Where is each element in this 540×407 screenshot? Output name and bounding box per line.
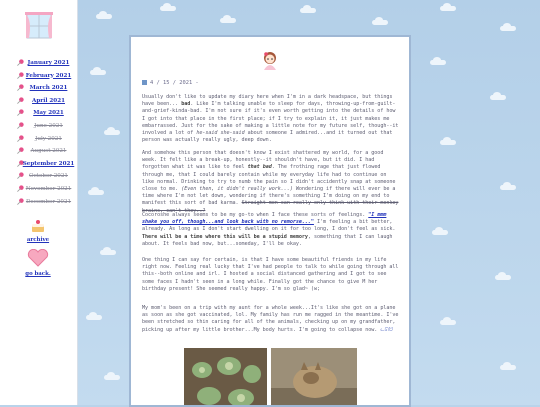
month-link[interactable]: August 2021	[30, 148, 67, 155]
month-link[interactable]: January 2021	[27, 60, 70, 66]
nav-item[interactable]	[0, 71, 77, 84]
heart-icon	[27, 249, 49, 267]
month-nav	[0, 58, 77, 209]
paragraph-4	[142, 257, 400, 293]
month-link[interactable]: November 2021	[25, 185, 72, 192]
cloud-icon	[440, 320, 456, 325]
p3-text-2: I'm feeling a bit better, already. As long as I don't start dwelling on it for too long, I don't feel as sick.	[142, 219, 396, 233]
paragraph-3	[142, 212, 400, 248]
girl-mascot-icon	[259, 50, 281, 72]
cloud-icon	[440, 140, 456, 145]
entry-date-text: 4 / 15 / 2021 -	[150, 80, 199, 86]
nav-item[interactable]	[0, 58, 77, 71]
p3-text: Cocoroshe always seems to be my go-to when I face these sorts of feelings.	[142, 212, 366, 218]
photo-cat	[271, 348, 357, 407]
month-link[interactable]: December 2021	[25, 198, 72, 205]
month-link[interactable]: September 2021	[22, 160, 75, 167]
p2-text-3: Wondering if there will ever be a time where I'm not let down, wondering if there's something I'm doing on my end to manifest this sort of bad karma.	[142, 186, 396, 207]
photo-succulents	[184, 348, 267, 407]
archive-link[interactable]: archive	[26, 237, 50, 243]
cloud-icon	[430, 60, 446, 65]
cloud-icon	[88, 190, 104, 195]
cloud-icon	[96, 14, 112, 19]
p5-text: My mom's been on a trip with my aunt for a whole week...It's like she got on a plane as soon as she got vaccinated, lol. My family has run me ragged in the meantime. I've been stretched so thin caring for all of the animals, checking up on my grandfather, picking up after my little brother...My body hurts. I'm going to collapse now.	[142, 305, 399, 333]
p2-text: And somehow this person that doesn't know I exist shattered my world, for a good week. It felt like a break-up, honestly--it shouldn't have, but it did. I had forgotten what it was like to feel	[142, 150, 384, 171]
p1-text: Usually don't like to update my diary here when I'm in a dark headspace, but things have been...	[142, 94, 393, 108]
p2-text-2: . The frothing rage that just flowed through me, that I could barely contain while my everyday life had to continue on like normal. Drinking to try to numb the pain so I didn't accidently snap at someone close to me.	[142, 164, 396, 193]
cloud-icon	[104, 130, 120, 135]
cloud-icon	[500, 365, 516, 370]
cloud-icon	[300, 8, 316, 13]
month-link[interactable]: October 2021	[29, 173, 68, 180]
nav-item[interactable]	[0, 134, 77, 147]
cake-icon	[30, 219, 46, 233]
p3-text-3: , something that I can laugh about. It feels bad now, but...someday, I'll be okay.	[142, 233, 393, 247]
nav-item[interactable]	[0, 83, 77, 96]
p1-text-2: . Like I'm talking unable to sleep for days, throwing-up-from-guilt-and-grief-kinda-bad. I'm not sure if it's even worth getting into the details of how I got into that place in the first place; if I try to explain it, it just makes me embarrassed. Just for the sake of making a little note for my future self, though--it involved a lot of	[142, 101, 399, 137]
p2-strikethrough: Straight men can really only think with their monkey brains, can't they..?	[142, 200, 399, 214]
cloud-icon	[86, 315, 102, 320]
p2-italic: (Even then, it didn't really work...)	[181, 186, 293, 193]
nav-item[interactable]	[0, 108, 77, 121]
nav-item[interactable]	[0, 171, 77, 184]
nav-item[interactable]	[0, 146, 77, 159]
entry-date	[142, 80, 199, 86]
back-button[interactable]	[18, 249, 58, 277]
cloud-icon	[104, 375, 120, 380]
cloud-icon	[160, 6, 176, 11]
cloud-icon	[100, 250, 116, 255]
cloud-icon	[490, 95, 506, 100]
paragraph-5	[142, 305, 400, 334]
nav-item[interactable]	[0, 184, 77, 197]
month-link[interactable]: March 2021	[29, 85, 68, 92]
paragraph-2	[142, 150, 400, 215]
square-bullet-icon	[142, 80, 147, 85]
cloud-icon	[372, 20, 388, 25]
p1-italic: he-said she-said	[196, 130, 245, 137]
song-lyric-link[interactable]: "I mmm shake you off, though...and look back with no remorse..."	[142, 212, 387, 226]
cloud-icon	[432, 230, 448, 235]
p1-text-3: about someone I admired...and it turned out that person was actually really ugly, deep down.	[142, 130, 393, 144]
p1-bold: bad	[181, 101, 191, 108]
month-link[interactable]: June 2021	[34, 122, 63, 129]
month-link[interactable]: February 2021	[25, 72, 72, 79]
go-back-link[interactable]: go back.	[25, 271, 51, 277]
cloud-icon	[495, 275, 511, 280]
sidebar	[0, 0, 78, 405]
nav-item[interactable]	[0, 96, 77, 109]
cat-doodle-icon: ᓚᘏᗢ	[380, 326, 393, 333]
archive-button[interactable]	[18, 218, 58, 243]
cloud-icon	[440, 6, 456, 11]
p3-bold: There will be a time where this will be a stupid memory	[142, 233, 308, 240]
month-link[interactable]: April 2021	[32, 97, 65, 104]
paragraph-1	[142, 94, 400, 144]
cloud-icon	[500, 26, 516, 31]
diary-entry-panel	[129, 35, 411, 407]
cloud-icon	[500, 185, 516, 190]
nav-item[interactable]	[0, 121, 77, 134]
window-curtain-icon	[24, 11, 54, 41]
p4-text: One thing I can say for certain, is that I have some beautiful friends in my life right now. Feeling real lucky that I've had people to talk to while going through all this--both online and irl. I hosted a social distanced gathering and I got to see some faces I hadn't seen in a long while. Finally got the chance to give M her birthday present! She seemed really happy. I'm so glad~ (w;	[142, 257, 399, 292]
month-link[interactable]: July 2021	[35, 135, 62, 142]
nav-item[interactable]	[0, 159, 77, 172]
p2-bold: that bad	[247, 164, 272, 171]
nav-item[interactable]	[0, 197, 77, 210]
month-link[interactable]: May 2021	[33, 110, 64, 117]
cloud-icon	[220, 18, 236, 23]
cloud-icon	[90, 70, 106, 75]
